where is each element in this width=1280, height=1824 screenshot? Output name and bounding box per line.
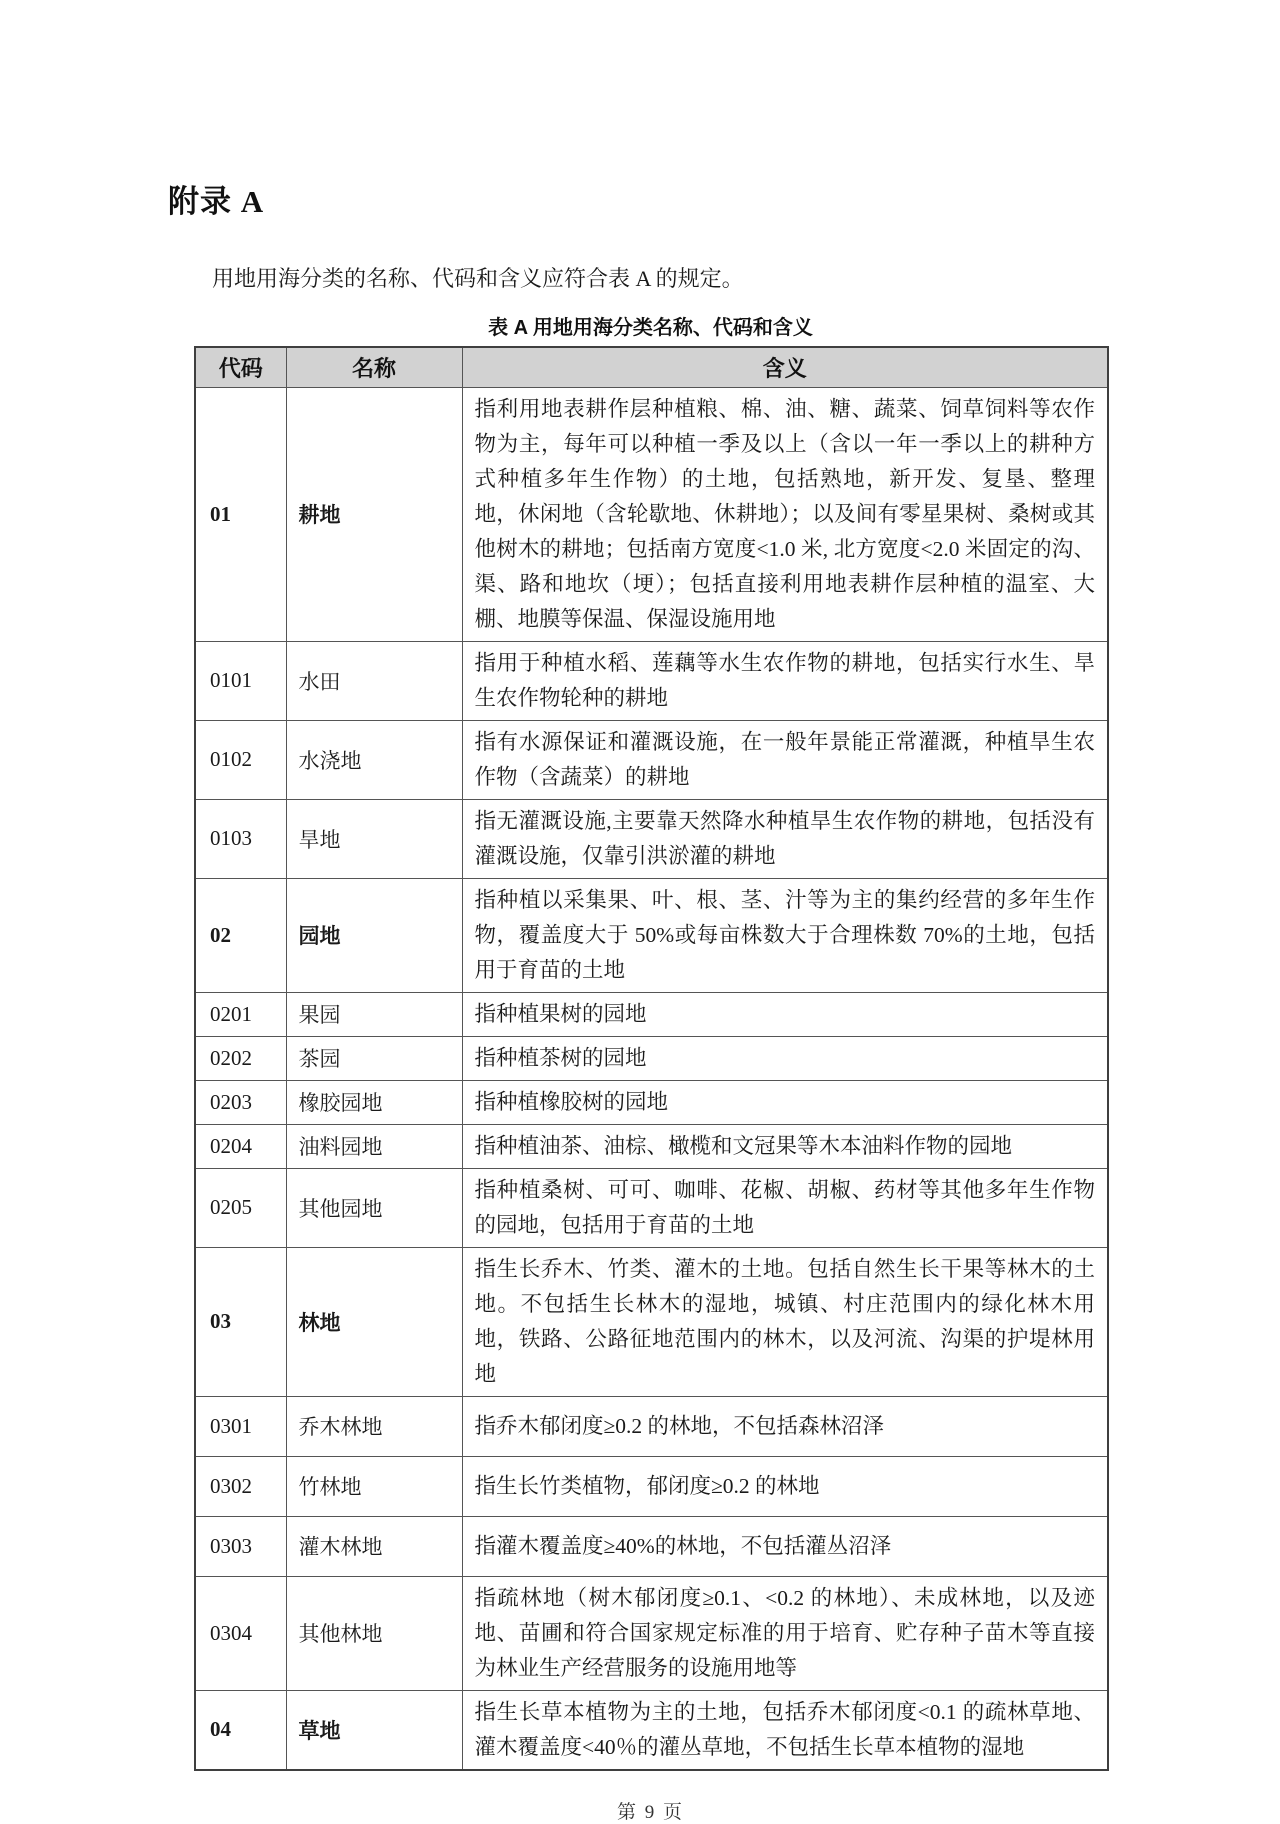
column-header-name: 名称	[286, 347, 462, 387]
table-row	[195, 641, 1108, 720]
table-header	[195, 347, 1108, 387]
cell-code: 04	[195, 1690, 286, 1770]
cell-name: 水田	[286, 641, 462, 720]
cell-meaning: 指疏林地（树木郁闭度≥0.1、<0.2 的林地）、未成林地，以及迹地、苗圃和符合国家规定标准的用于培育、贮存种子苗木等直接为林业生产经营服务的设施用地等	[462, 1576, 1108, 1690]
cell-name: 林地	[286, 1247, 462, 1396]
cell-meaning: 指种植以采集果、叶、根、茎、汁等为主的集约经营的多年生作物，覆盖度大于 50%或每亩株数大于合理株数 70%的土地，包括用于育苗的土地	[462, 878, 1108, 992]
cell-code: 0203	[195, 1080, 286, 1124]
column-header-code: 代码	[195, 347, 286, 387]
cell-name: 茶园	[286, 1036, 462, 1080]
cell-meaning: 指利用地表耕作层种植粮、棉、油、糖、蔬菜、饲草饲料等农作物为主，每年可以种植一季及以上（含以一年一季以上的耕种方式种植多年生作物）的土地，包括熟地，新开发、复垦、整理地，休闲地（含轮歇地、休耕地）；以及间有零星果树、桑树或其他树木的耕地；包括南方宽度<1.0 米, 北方宽度<2.0 米固定的沟、渠、路和地坎（埂）；包括直接利用地表耕作层种植的温室、大棚、地膜等保温、保湿设施用地	[462, 387, 1108, 641]
cell-code: 0101	[195, 641, 286, 720]
cell-meaning: 指种植桑树、可可、咖啡、花椒、胡椒、药材等其他多年生作物的园地，包括用于育苗的土地	[462, 1168, 1108, 1247]
cell-name: 灌木林地	[286, 1516, 462, 1576]
table-caption: 表 A 用地用海分类名称、代码和含义	[488, 317, 813, 339]
cell-code: 0303	[195, 1516, 286, 1576]
cell-meaning: 指种植油茶、油棕、橄榄和文冠果等木本油料作物的园地	[462, 1124, 1108, 1168]
cell-code: 0302	[195, 1456, 286, 1516]
cell-name: 耕地	[286, 387, 462, 641]
table-row	[195, 1690, 1108, 1770]
cell-meaning: 指用于种植水稻、莲藕等水生农作物的耕地，包括实行水生、旱生农作物轮种的耕地	[462, 641, 1108, 720]
table-row	[195, 1168, 1108, 1247]
cell-code: 0201	[195, 992, 286, 1036]
cell-name: 油料园地	[286, 1124, 462, 1168]
table-row	[195, 1576, 1108, 1690]
cell-code: 0103	[195, 799, 286, 878]
cell-code: 0301	[195, 1396, 286, 1456]
cell-name: 其他林地	[286, 1576, 462, 1690]
table-row	[195, 992, 1108, 1036]
cell-code: 0102	[195, 720, 286, 799]
cell-meaning: 指生长竹类植物，郁闭度≥0.2 的林地	[462, 1456, 1108, 1516]
cell-code: 03	[195, 1247, 286, 1396]
table-row	[195, 878, 1108, 992]
cell-code: 0304	[195, 1576, 286, 1690]
cell-name: 橡胶园地	[286, 1080, 462, 1124]
cell-name: 其他园地	[286, 1168, 462, 1247]
cell-name: 草地	[286, 1690, 462, 1770]
cell-code: 02	[195, 878, 286, 992]
cell-name: 果园	[286, 992, 462, 1036]
table-row	[195, 1080, 1108, 1124]
cell-meaning: 指生长乔木、竹类、灌木的土地。包括自然生长干果等林木的土地。不包括生长林木的湿地，城镇、村庄范围内的绿化林木用地，铁路、公路征地范围内的林木，以及河流、沟渠的护堤林用地	[462, 1247, 1108, 1396]
table-row	[195, 1124, 1108, 1168]
cell-code: 0204	[195, 1124, 286, 1168]
table-row	[195, 720, 1108, 799]
cell-meaning: 指种植茶树的园地	[462, 1036, 1108, 1080]
table-row	[195, 387, 1108, 641]
cell-code: 01	[195, 387, 286, 641]
cell-code: 0202	[195, 1036, 286, 1080]
cell-meaning: 指种植果树的园地	[462, 992, 1108, 1036]
cell-name: 竹林地	[286, 1456, 462, 1516]
intro-text: 用地用海分类的名称、代码和含义应符合表 A 的规定。	[212, 266, 744, 291]
cell-name: 园地	[286, 878, 462, 992]
page-number: 第 9 页	[616, 1801, 684, 1823]
table-row	[195, 1247, 1108, 1396]
cell-name: 乔木林地	[286, 1396, 462, 1456]
cell-name: 旱地	[286, 799, 462, 878]
header-row	[195, 347, 1108, 387]
table-body	[195, 387, 1108, 1770]
cell-meaning: 指生长草本植物为主的土地，包括乔木郁闭度<0.1 的疏林草地、灌木覆盖度<40％的灌丛草地，不包括生长草本植物的湿地	[462, 1690, 1108, 1770]
page-title: 附录 A	[168, 184, 265, 219]
cell-code: 0205	[195, 1168, 286, 1247]
table-row	[195, 1516, 1108, 1576]
cell-name: 水浇地	[286, 720, 462, 799]
cell-meaning: 指有水源保证和灌溉设施，在一般年景能正常灌溉，种植旱生农作物（含蔬菜）的耕地	[462, 720, 1108, 799]
column-header-meaning: 含义	[462, 347, 1108, 387]
table-row	[195, 1396, 1108, 1456]
cell-meaning: 指种植橡胶树的园地	[462, 1080, 1108, 1124]
classification-table	[194, 346, 1109, 1771]
table-row	[195, 1036, 1108, 1080]
cell-meaning: 指乔木郁闭度≥0.2 的林地，不包括森林沼泽	[462, 1396, 1108, 1456]
cell-meaning: 指灌木覆盖度≥40%的林地，不包括灌丛沼泽	[462, 1516, 1108, 1576]
table-row	[195, 799, 1108, 878]
table-row	[195, 1456, 1108, 1516]
cell-meaning: 指无灌溉设施,主要靠天然降水种植旱生农作物的耕地，包括没有灌溉设施，仅靠引洪淤灌的耕地	[462, 799, 1108, 878]
